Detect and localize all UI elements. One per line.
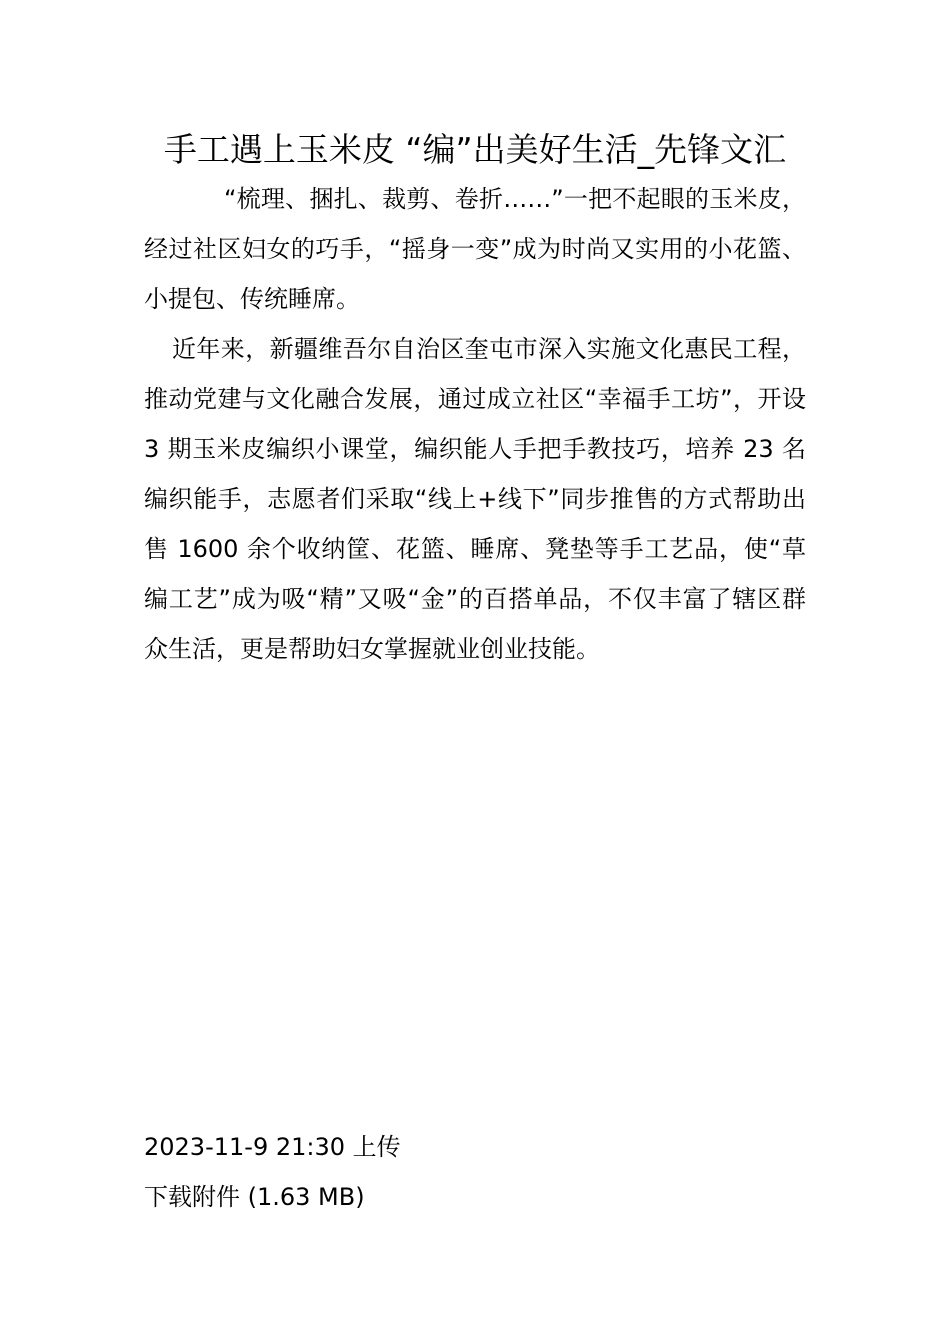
article-paragraph-2: 近年来，新疆维吾尔自治区奎屯市深入实施文化惠民工程，推动党建与文化融合发展，通过成立社区“幸福手工坊”，开设 3 期玉米皮编织小课堂，编织能人手把手教技巧，培养 23 名编织能手，志愿者们采取“线上+线下”同步推售的方式帮助出售 1600 余个收纳筐、花篮、睡席、凳垫等手工艺品，使“草编工艺”成为吸“精”又吸“金”的百搭单品，不仅丰富了辖区群众生活，更是帮助妇女掌握就业创业技能。 (144, 335, 806, 663)
attachment-info (144, 1122, 806, 1222)
download-attachment-link[interactable]: 下载附件 (1.63 MB) (144, 1183, 365, 1211)
article-body (144, 126, 806, 674)
article-title: 手工遇上玉米皮 “编”出美好生活_先锋文汇 (163, 130, 787, 169)
article-paragraph-1: “梳理、捆扎、裁剪、卷折……”一把不起眼的玉米皮，经过社区妇女的巧手，“摇身一变”成为时尚又实用的小花篮、小提包、传统睡席。 (144, 185, 806, 313)
upload-timestamp: 2023-11-9 21:30 上传 (144, 1133, 401, 1161)
